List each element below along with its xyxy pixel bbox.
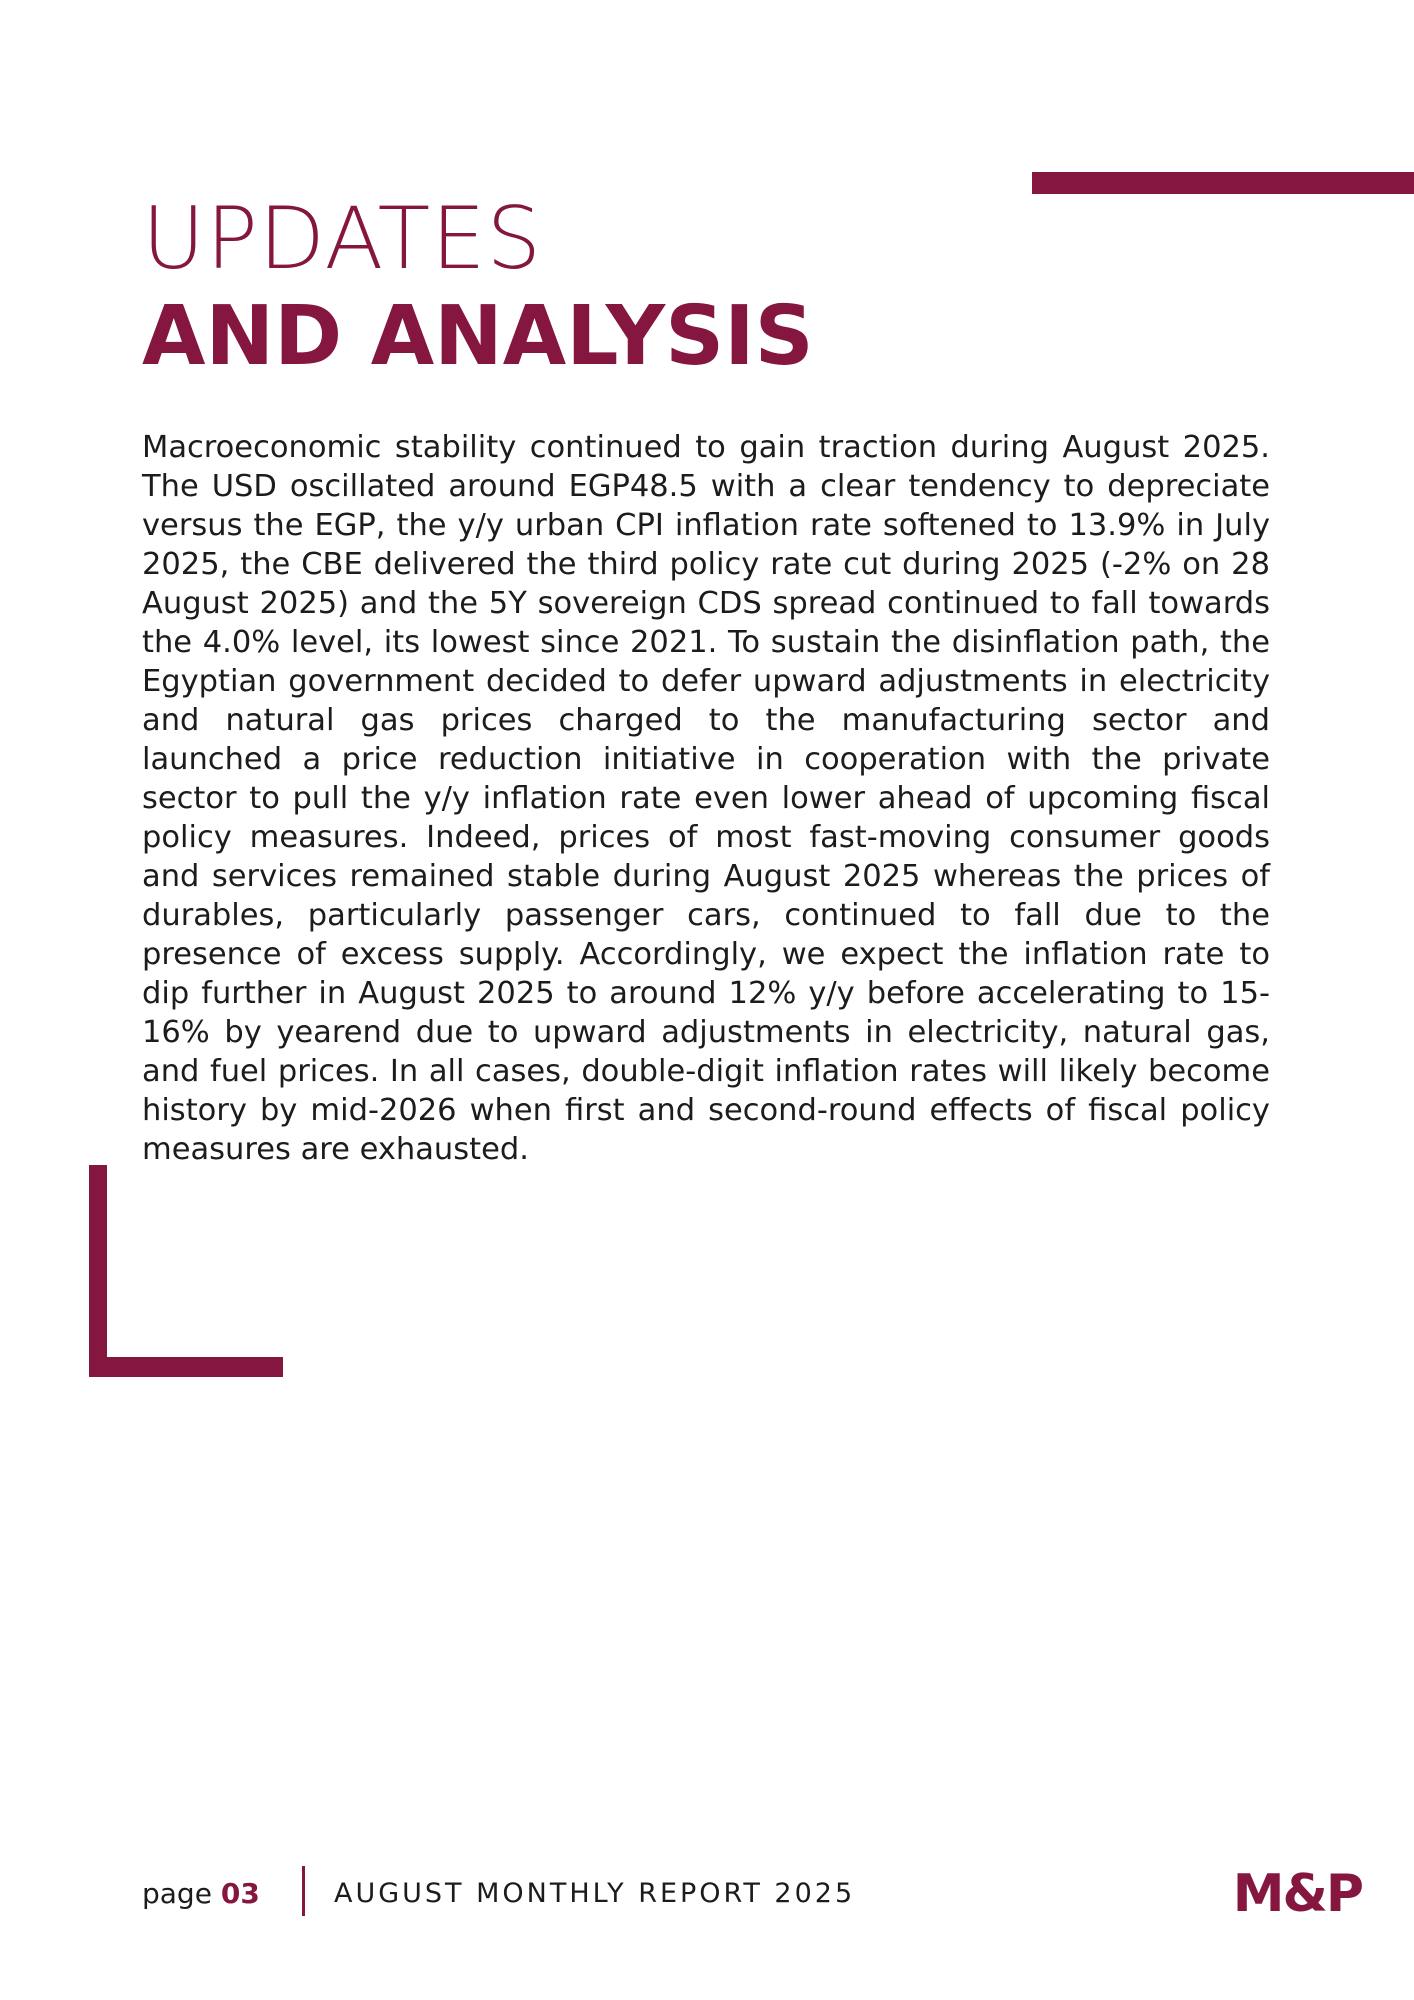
- title-and-analysis: AND ANALYSIS: [142, 289, 814, 384]
- top-accent-bar: [1032, 172, 1414, 194]
- page-footer: [142, 1864, 1362, 1924]
- title-updates: UPDATES: [142, 189, 543, 289]
- corner-bracket-horizontal: [89, 1357, 283, 1377]
- corner-bracket-vertical: [89, 1165, 107, 1377]
- company-logo: M&P: [1232, 1864, 1362, 1924]
- page-label: page: [142, 1877, 212, 1910]
- footer-divider: [302, 1866, 305, 1916]
- page-indicator: [142, 1878, 260, 1910]
- page-number: 03: [220, 1877, 260, 1910]
- page-title: [142, 189, 814, 389]
- analysis-paragraph: Macroeconomic stability continued to gain traction during August 2025. The USD oscillated around EGP48.5 with a clear tendency to depreciate versus the EGP, the y/y urban CPI inflation rate softened to 13.9% in July 2025, the CBE delivered the third policy rate cut during 2025 (-2% on 28 August 2025) and the 5Y sovereign CDS spread continued to fall towards the 4.0% level, its lowest since 2021. To sustain the disinflation path, the Egyptian government decided to defer upward adjustments in electricity and natural gas prices charged to the manufacturing sector and launched a price reduction initiative in cooperation with the private sector to pull the y/y inflation rate even lower ahead of upcoming fiscal policy measures. Indeed, prices of most fast-moving consumer goods and services remained stable during August 2025 whereas the prices of durables, particularly passenger cars, continued to fall due to the presence of excess supply. Accordingly, we expect the inflation rate to dip further in August 2025 to around 12% y/y before accelerating to 15-16% by yearend due to upward adjustments in electricity, natural gas, and fuel prices. In all cases, double-digit inflation rates will likely become history by mid-2026 when first and second-round effects of fiscal policy measures are exhausted.: [142, 430, 1270, 1167]
- report-title: AUGUST MONTHLY REPORT 2025: [334, 1878, 856, 1909]
